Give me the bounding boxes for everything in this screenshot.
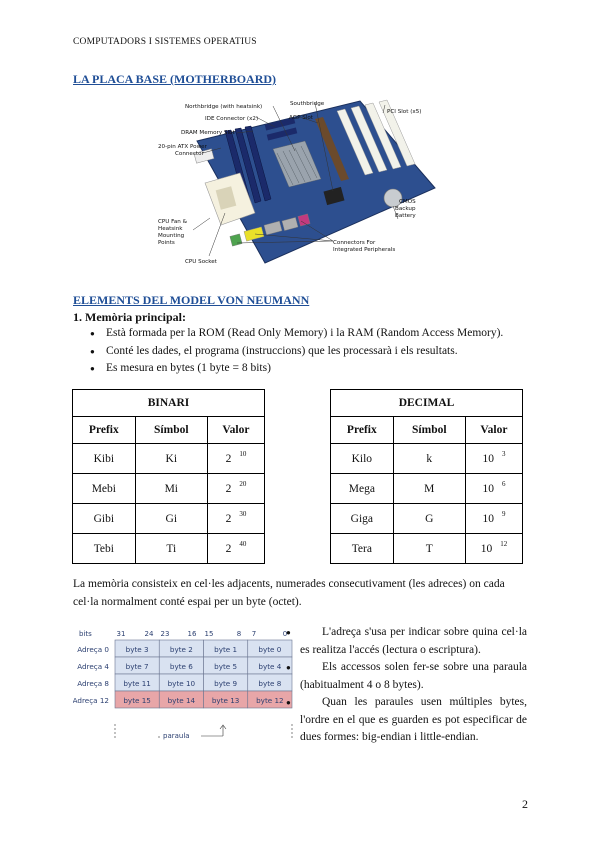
cell-symbol: Mi	[135, 474, 207, 504]
cell-symbol: Ti	[135, 534, 207, 564]
list-item: ● Els accessos solen fer-se sobre una paraula (habitualment 4 o 8 bytes).	[300, 659, 527, 694]
cell-symbol: M	[393, 474, 465, 504]
cell-prefix: Gibi	[73, 504, 136, 534]
bit-tick: 31	[116, 630, 126, 638]
section-title-von-neumann: ELEMENTS DEL MODEL VON NEUMANN	[73, 293, 310, 307]
byte-label: byte 8	[258, 679, 282, 688]
byte-label: byte 12	[256, 696, 284, 705]
table-row	[73, 534, 265, 564]
right-bullet-list	[300, 624, 527, 747]
value-exponent: 20	[239, 479, 247, 488]
cell-prefix: Giga	[331, 504, 394, 534]
bit-tick: 16	[187, 630, 197, 638]
bullet-list	[73, 325, 543, 378]
byte-label: byte 15	[123, 696, 151, 705]
label-cmos-1: CMOS	[399, 199, 416, 205]
cell-value	[207, 534, 264, 564]
byte-label: byte 4	[258, 662, 282, 671]
label-socket: CPU Socket	[185, 259, 217, 265]
address-label: Adreça 0	[77, 645, 109, 654]
table-row	[331, 474, 523, 504]
list-item: ● L'adreça s'usa per indicar sobre quina cel·la es realitza l'accés (lectura o escriptura).	[300, 624, 527, 659]
table-header: Prefix	[73, 417, 136, 444]
word-label: paraula	[163, 732, 190, 740]
page-header: COMPUTADORS I SISTEMES OPERATIUS	[73, 37, 257, 47]
cell-symbol: T	[393, 534, 465, 564]
cell-prefix: Kilo	[331, 444, 394, 474]
label-atx-1: 20-pin ATX Power	[158, 144, 207, 150]
byte-label: byte 9	[214, 679, 238, 688]
byte-label: byte 3	[125, 645, 149, 654]
address-label: Adreça 8	[77, 679, 109, 688]
bit-tick: 0	[282, 630, 288, 638]
cell-prefix: Tebi	[73, 534, 136, 564]
label-pci: PCI Slot (x5)	[387, 109, 422, 115]
cell-prefix: Tera	[331, 534, 394, 564]
cell-prefix: Kibi	[73, 444, 136, 474]
label-connectors-1: Connectors For	[333, 240, 376, 246]
label-atx-2: Connector	[175, 151, 204, 157]
cell-value	[207, 444, 264, 474]
label-fan-4: Points	[158, 240, 175, 246]
memory-paragraph: La memòria consisteix en cel·les adjacents, numerades consecutivament (les adreces) on cada cel·la normalment conté espai per un byte (octet).	[73, 578, 505, 608]
list-item: ● Quan les paraules usen múltiples bytes, l'ordre en el que es guarden es pot especificar de dues formes: big-endian i little-endian.	[300, 694, 527, 747]
byte-label: byte 13	[211, 696, 240, 705]
value-base: 10	[482, 482, 494, 495]
memory-layout-figure	[73, 628, 298, 748]
section-title-motherboard: LA PLACA BASE (MOTHERBOARD)	[73, 72, 277, 86]
label-ide: IDE Connector (x2)	[205, 116, 259, 122]
value-exponent: 3	[501, 449, 506, 458]
byte-label: byte 14	[167, 696, 196, 705]
value-exponent: 9	[501, 509, 506, 518]
table-row	[331, 504, 523, 534]
bit-tick: 24	[144, 630, 154, 638]
cell-value	[465, 474, 522, 504]
bit-tick: 15	[204, 630, 214, 638]
cell-symbol: Gi	[135, 504, 207, 534]
label-fan-2: Heatsink	[158, 226, 183, 232]
table-caption: DECIMAL	[331, 390, 523, 417]
label-southbridge: Southbridge	[290, 101, 325, 107]
label-cmos-3: Battery	[395, 213, 416, 219]
bits-label: bits	[79, 630, 92, 638]
cell-prefix: Mebi	[73, 474, 136, 504]
table-row	[73, 474, 265, 504]
table-row	[73, 444, 265, 474]
list-item: ● Està formada per la ROM (Read Only Memory) i la RAM (Random Access Memory).	[73, 325, 543, 343]
value-exponent: 6	[501, 479, 506, 488]
cell-value	[207, 504, 264, 534]
table-row	[331, 534, 523, 564]
cell-value	[465, 534, 522, 564]
label-northbridge: Northbridge (with heatsink)	[185, 104, 263, 110]
table-header: Símbol	[393, 417, 465, 444]
byte-label: byte 7	[125, 662, 149, 671]
value-base: 2	[225, 512, 232, 525]
cell-symbol: k	[393, 444, 465, 474]
label-agp: AGP Slot	[289, 115, 313, 121]
table-row	[73, 504, 265, 534]
table-header: Prefix	[331, 417, 394, 444]
value-base: 10	[480, 542, 493, 555]
byte-label: byte 10	[167, 679, 196, 688]
byte-label: byte 6	[169, 662, 193, 671]
value-base: 2	[225, 482, 232, 495]
label-dram: DRAM Memory Slot	[181, 130, 235, 136]
address-label: Adreça 4	[77, 662, 109, 671]
label-cmos-2: Backup	[395, 206, 416, 212]
value-exponent: 10	[239, 449, 247, 458]
bit-tick: 7	[251, 630, 257, 638]
table-header: Valor	[207, 417, 264, 444]
page-number: 2	[522, 797, 528, 811]
cell-value	[207, 474, 264, 504]
value-exponent: 12	[500, 539, 508, 548]
cell-value	[465, 444, 522, 474]
value-base: 2	[225, 452, 232, 465]
list-item: ● Es mesura en bytes (1 byte = 8 bits)	[73, 360, 543, 378]
byte-label: byte 5	[214, 662, 238, 671]
bit-tick: 8	[236, 630, 242, 638]
table-header: Símbol	[135, 417, 207, 444]
list-item: ● Conté les dades, el programa (instruccions) que les processarà i els resultats.	[73, 343, 543, 361]
bit-tick: 23	[160, 630, 170, 638]
label-fan-3: Mounting	[158, 233, 185, 239]
byte-label: byte 0	[258, 645, 282, 654]
address-label: Adreça 12	[73, 696, 109, 705]
value-base: 10	[482, 512, 494, 525]
label-fan-1: CPU Fan &	[158, 219, 187, 225]
byte-label: byte 1	[214, 645, 238, 654]
subsection-title: 1. Memòria principal:	[73, 310, 186, 324]
cell-symbol: Ki	[135, 444, 207, 474]
byte-label: byte 2	[169, 645, 193, 654]
cell-value	[465, 504, 522, 534]
table-row	[331, 444, 523, 474]
table-header: Valor	[465, 417, 522, 444]
label-connectors-2: Integrated Peripherals	[333, 247, 396, 253]
byte-label: byte 11	[123, 679, 151, 688]
value-exponent: 30	[239, 509, 247, 518]
cell-symbol: G	[393, 504, 465, 534]
binary-prefix-table	[72, 389, 265, 564]
value-exponent: 40	[239, 539, 247, 548]
value-base: 2	[225, 542, 232, 555]
cell-prefix: Mega	[331, 474, 394, 504]
decimal-prefix-table	[330, 389, 523, 564]
motherboard-image	[155, 93, 445, 273]
value-base: 10	[482, 452, 494, 465]
table-caption: BINARI	[73, 390, 265, 417]
